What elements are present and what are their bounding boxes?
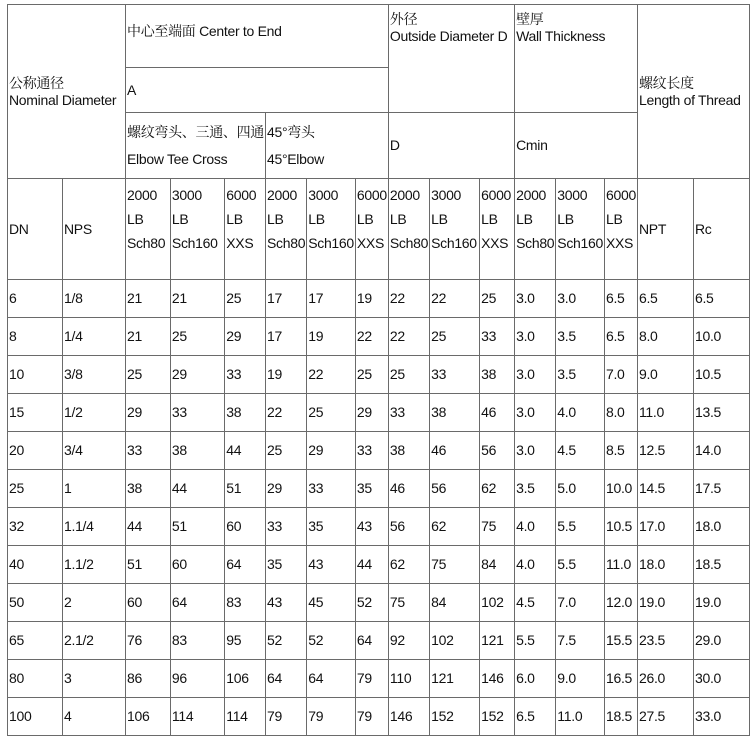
table-cell: 21 — [126, 318, 171, 356]
table-cell: 11.0 — [637, 394, 693, 432]
table-cell: 29.0 — [693, 622, 749, 660]
class-unit: LB — [171, 211, 189, 227]
length-of-thread-header — [637, 5, 749, 179]
table-cell: 3 — [63, 660, 126, 698]
elbow-45-zh: 45°弯头 — [267, 123, 315, 140]
table-cell: 38 — [170, 432, 224, 470]
table-cell: 16.5 — [604, 660, 637, 698]
table-cell: 51 — [170, 508, 224, 546]
table-cell: 22 — [388, 280, 429, 318]
table-cell: 33 — [266, 508, 307, 546]
table-cell: 8 — [8, 318, 63, 356]
table-cell: 21 — [126, 280, 171, 318]
table-cell: 56 — [430, 470, 480, 508]
table-cell: 5.0 — [556, 470, 605, 508]
table-cell: 5.5 — [556, 546, 605, 584]
table-cell: 19 — [355, 280, 388, 318]
table-cell: 23.5 — [637, 622, 693, 660]
center-to-end-zh: 中心至端面 — [127, 23, 196, 39]
table-cell: 79 — [266, 698, 307, 736]
table-cell: 96 — [170, 660, 224, 698]
class-unit: LB — [308, 211, 325, 227]
outside-diameter-header — [388, 5, 514, 113]
elbow-tee-cross-zh: 螺纹弯头、三通、四通 — [127, 123, 264, 140]
table-cell: 38 — [225, 394, 266, 432]
table-cell: 4.5 — [515, 584, 556, 622]
class-unit: LB — [431, 211, 448, 227]
table-cell: 114 — [170, 698, 224, 736]
table-cell: 9.0 — [556, 660, 605, 698]
table-cell: 64 — [307, 660, 356, 698]
table-cell: 80 — [8, 660, 63, 698]
table-row — [8, 660, 750, 698]
table-cell: 17 — [307, 280, 356, 318]
table-body — [8, 280, 750, 736]
elbow-tee-cross-en: Elbow Tee Cross — [127, 150, 228, 167]
nominal-diameter-en: Nominal Diameter — [9, 91, 117, 108]
table-cell: 10.5 — [693, 356, 749, 394]
table-cell: 51 — [126, 546, 171, 584]
table-cell: 35 — [307, 508, 356, 546]
table-cell: 3.5 — [556, 356, 605, 394]
table-cell: 25 — [126, 356, 171, 394]
table-cell: 35 — [266, 546, 307, 584]
outside-diameter-zh: 外径 — [389, 11, 418, 27]
table-cell: 43 — [307, 546, 356, 584]
table-cell: 100 — [8, 698, 63, 736]
table-cell: 43 — [355, 508, 388, 546]
table-cell: 22 — [307, 356, 356, 394]
table-cell: 52 — [355, 584, 388, 622]
table-cell: 15.5 — [604, 622, 637, 660]
table-cell: 79 — [355, 660, 388, 698]
table-cell: 26.0 — [637, 660, 693, 698]
table-cell: 17.0 — [637, 508, 693, 546]
table-cell: 4.5 — [556, 432, 605, 470]
table-cell: 10 — [8, 356, 63, 394]
class-sch: XXS — [481, 235, 509, 251]
class-unit: LB — [226, 211, 243, 227]
table-cell: 86 — [126, 660, 171, 698]
table-cell: 106 — [126, 698, 171, 736]
pressure-class-header — [355, 179, 388, 280]
table-cell: 7.0 — [556, 584, 605, 622]
table-cell: 40 — [8, 546, 63, 584]
pressure-class-header — [307, 179, 356, 280]
table-cell: 18.5 — [693, 546, 749, 584]
table-cell: 38 — [126, 470, 171, 508]
table-cell: 3/8 — [63, 356, 126, 394]
table-cell: 14.5 — [637, 470, 693, 508]
table-cell: 75 — [430, 546, 480, 584]
table-cell: 84 — [480, 546, 515, 584]
outside-diameter-sub: D — [388, 113, 514, 179]
table-cell: 14.0 — [693, 432, 749, 470]
table-cell: 25 — [307, 394, 356, 432]
class-lb: 6000 — [481, 187, 512, 203]
table-cell: 10.0 — [604, 470, 637, 508]
table-cell: 9.0 — [637, 356, 693, 394]
table-cell: 19 — [266, 356, 307, 394]
table-cell: 95 — [225, 622, 266, 660]
class-lb: 2000 — [516, 187, 547, 203]
table-cell: 1.1/4 — [63, 508, 126, 546]
table-cell: 6.5 — [604, 280, 637, 318]
table-cell: 46 — [388, 470, 429, 508]
table-cell: 27.5 — [637, 698, 693, 736]
table-cell: 32 — [8, 508, 63, 546]
class-sch: XXS — [605, 235, 634, 251]
table-row — [8, 356, 750, 394]
table-cell: 102 — [480, 584, 515, 622]
pressure-class-header — [604, 179, 637, 280]
table-cell: 7.5 — [556, 622, 605, 660]
wall-thickness-sub: Cmin — [515, 113, 638, 179]
table-cell: 25 — [8, 470, 63, 508]
table-cell: 33 — [126, 432, 171, 470]
pressure-class-header — [556, 179, 605, 280]
table-cell: 17.5 — [693, 470, 749, 508]
wall-thickness-header — [515, 5, 638, 113]
table-cell: 3.5 — [556, 318, 605, 356]
class-unit: LB — [267, 211, 284, 227]
table-cell: 5.5 — [515, 622, 556, 660]
pressure-class-header — [388, 179, 429, 280]
table-row — [8, 432, 750, 470]
table-cell: 62 — [388, 546, 429, 584]
table-cell: 22 — [266, 394, 307, 432]
table-cell: 6.5 — [693, 280, 749, 318]
class-sch: Sch80 — [267, 235, 306, 251]
table-cell: 2.1/2 — [63, 622, 126, 660]
nominal-diameter-zh: 公称通径 — [9, 74, 64, 91]
table-cell: 3.0 — [515, 356, 556, 394]
table-cell: 25 — [355, 356, 388, 394]
table-cell: 84 — [430, 584, 480, 622]
table-cell: 60 — [126, 584, 171, 622]
fittings-dimension-table — [7, 4, 750, 736]
pressure-class-header — [170, 179, 224, 280]
elbow-45-en: 45°Elbow — [267, 150, 324, 167]
class-sch: Sch80 — [389, 235, 429, 251]
class-lb: 3000 — [171, 187, 202, 203]
outside-diameter-en: Outside Diameter D — [389, 27, 508, 44]
table-cell: 29 — [225, 318, 266, 356]
table-cell: 46 — [430, 432, 480, 470]
table-cell: 64 — [170, 584, 224, 622]
dn-header: DN — [8, 179, 63, 280]
table-cell: 15 — [8, 394, 63, 432]
table-cell: 33 — [480, 318, 515, 356]
table-cell: 79 — [307, 698, 356, 736]
class-lb: 2000 — [267, 187, 297, 203]
table-cell: 29 — [170, 356, 224, 394]
nominal-diameter-header — [8, 5, 126, 179]
table-cell: 121 — [430, 660, 480, 698]
table-cell: 60 — [170, 546, 224, 584]
class-lb: 3000 — [308, 187, 339, 203]
table-cell: 65 — [8, 622, 63, 660]
table-cell: 17 — [266, 280, 307, 318]
table-cell: 10.0 — [693, 318, 749, 356]
table-cell: 18.0 — [693, 508, 749, 546]
table-cell: 75 — [388, 584, 429, 622]
table-cell: 152 — [480, 698, 515, 736]
table-cell: 106 — [225, 660, 266, 698]
class-sch: XXS — [226, 235, 254, 251]
table-cell: 43 — [266, 584, 307, 622]
table-cell: 19 — [307, 318, 356, 356]
table-cell: 35 — [355, 470, 388, 508]
table-row — [8, 622, 750, 660]
class-lb: 6000 — [356, 187, 387, 203]
table-cell: 1/4 — [63, 318, 126, 356]
table-cell: 1 — [63, 470, 126, 508]
table-cell: 152 — [430, 698, 480, 736]
table-header — [8, 5, 750, 280]
table-cell: 64 — [266, 660, 307, 698]
table-cell: 121 — [480, 622, 515, 660]
table-cell: 33 — [430, 356, 480, 394]
class-unit: LB — [389, 211, 407, 227]
table-cell: 1.1/2 — [63, 546, 126, 584]
table-cell: 102 — [430, 622, 480, 660]
table-cell: 62 — [480, 470, 515, 508]
class-sch: Sch160 — [308, 235, 354, 251]
table-cell: 56 — [480, 432, 515, 470]
table-cell: 6.5 — [604, 318, 637, 356]
table-row — [8, 698, 750, 736]
table-cell: 52 — [307, 622, 356, 660]
table-cell: 8.5 — [604, 432, 637, 470]
class-lb: 6000 — [226, 187, 257, 203]
table-cell: 3/4 — [63, 432, 126, 470]
table-cell: 38 — [480, 356, 515, 394]
class-lb: 6000 — [605, 187, 636, 203]
table-cell: 52 — [266, 622, 307, 660]
table-cell: 18.0 — [637, 546, 693, 584]
table-cell: 29 — [266, 470, 307, 508]
table-cell: 46 — [480, 394, 515, 432]
table-cell: 38 — [388, 432, 429, 470]
table-cell: 44 — [225, 432, 266, 470]
table-cell: 83 — [225, 584, 266, 622]
class-sch: Sch160 — [557, 235, 603, 251]
class-lb: 3000 — [431, 187, 462, 203]
class-sch: Sch160 — [431, 235, 477, 251]
table-cell: 25 — [266, 432, 307, 470]
table-cell: 22 — [355, 318, 388, 356]
table-cell: 5.5 — [556, 508, 605, 546]
table-cell: 64 — [355, 622, 388, 660]
table-cell: 33 — [355, 432, 388, 470]
table-wrapper — [7, 4, 750, 736]
table-cell: 51 — [225, 470, 266, 508]
table-cell: 22 — [430, 280, 480, 318]
table-cell: 19.0 — [693, 584, 749, 622]
class-lb: 2000 — [389, 187, 420, 203]
class-unit: LB — [481, 211, 498, 227]
class-sch: XXS — [356, 235, 385, 251]
table-cell: 6.5 — [637, 280, 693, 318]
table-cell: 13.5 — [693, 394, 749, 432]
table-cell: 3.0 — [515, 280, 556, 318]
table-cell: 64 — [225, 546, 266, 584]
table-cell: 8.0 — [637, 318, 693, 356]
table-cell: 6.0 — [515, 660, 556, 698]
center-to-end-en: Center to End — [199, 23, 282, 39]
table-cell: 4.0 — [515, 508, 556, 546]
table-cell: 21 — [170, 280, 224, 318]
table-cell: 79 — [355, 698, 388, 736]
table-row — [8, 470, 750, 508]
table-cell: 3.0 — [515, 432, 556, 470]
table-cell: 33 — [307, 470, 356, 508]
table-cell: 29 — [126, 394, 171, 432]
table-cell: 17 — [266, 318, 307, 356]
table-cell: 30.0 — [693, 660, 749, 698]
wall-thickness-en: Wall Thickness — [516, 27, 606, 44]
table-cell: 29 — [355, 394, 388, 432]
class-unit: LB — [605, 211, 623, 227]
class-sch: Sch160 — [171, 235, 218, 251]
table-cell: 4.0 — [556, 394, 605, 432]
table-row — [8, 280, 750, 318]
table-cell: 20 — [8, 432, 63, 470]
table-cell: 12.0 — [604, 584, 637, 622]
table-cell: 25 — [388, 356, 429, 394]
table-cell: 29 — [307, 432, 356, 470]
table-cell: 25 — [430, 318, 480, 356]
table-cell: 45 — [307, 584, 356, 622]
table-cell: 4.0 — [515, 546, 556, 584]
table-cell: 60 — [225, 508, 266, 546]
pressure-class-header — [480, 179, 515, 280]
table-cell: 6 — [8, 280, 63, 318]
table-cell: 10.5 — [604, 508, 637, 546]
table-cell: 25 — [225, 280, 266, 318]
table-cell: 146 — [480, 660, 515, 698]
table-cell: 50 — [8, 584, 63, 622]
table-cell: 83 — [170, 622, 224, 660]
table-cell: 33 — [388, 394, 429, 432]
table-cell: 44 — [170, 470, 224, 508]
pressure-class-header — [225, 179, 266, 280]
table-cell: 7.0 — [604, 356, 637, 394]
table-row — [8, 508, 750, 546]
table-row — [8, 584, 750, 622]
table-cell: 76 — [126, 622, 171, 660]
length-of-thread-en: Length of Thread — [638, 91, 741, 108]
table-cell: 3.0 — [556, 280, 605, 318]
table-cell: 11.0 — [556, 698, 605, 736]
class-unit: LB — [127, 211, 144, 227]
pressure-class-header — [126, 179, 171, 280]
nps-header: NPS — [63, 179, 126, 280]
table-cell: 33 — [225, 356, 266, 394]
table-row — [8, 546, 750, 584]
table-cell: 19.0 — [637, 584, 693, 622]
table-cell: 4 — [63, 698, 126, 736]
table-cell: 6.5 — [515, 698, 556, 736]
elbow-tee-cross-header — [126, 113, 266, 179]
length-of-thread-zh: 螺纹长度 — [638, 74, 694, 91]
class-unit: LB — [557, 211, 574, 227]
table-cell: 22 — [388, 318, 429, 356]
table-cell: 110 — [388, 660, 429, 698]
npt-header: NPT — [637, 179, 693, 280]
center-to-end-sub: A — [126, 68, 389, 113]
table-row — [8, 318, 750, 356]
class-lb: 2000 — [127, 187, 157, 203]
rc-header: Rc — [693, 179, 749, 280]
table-cell: 25 — [480, 280, 515, 318]
class-unit: LB — [516, 211, 533, 227]
table-cell: 146 — [388, 698, 429, 736]
pressure-class-header — [515, 179, 556, 280]
table-cell: 3.0 — [515, 394, 556, 432]
table-cell: 114 — [225, 698, 266, 736]
table-cell: 1/2 — [63, 394, 126, 432]
table-cell: 12.5 — [637, 432, 693, 470]
table-cell: 3.0 — [515, 318, 556, 356]
table-cell: 2 — [63, 584, 126, 622]
class-lb: 3000 — [557, 187, 588, 203]
table-row — [8, 394, 750, 432]
table-cell: 8.0 — [604, 394, 637, 432]
pressure-class-header — [266, 179, 307, 280]
table-cell: 18.5 — [604, 698, 637, 736]
center-to-end-header — [126, 5, 389, 68]
table-cell: 44 — [355, 546, 388, 584]
table-cell: 38 — [430, 394, 480, 432]
table-cell: 3.5 — [515, 470, 556, 508]
table-cell: 56 — [388, 508, 429, 546]
class-sch: Sch80 — [127, 235, 166, 251]
elbow-45-header — [266, 113, 389, 179]
table-cell: 92 — [388, 622, 429, 660]
table-cell: 33 — [170, 394, 224, 432]
class-sch: Sch80 — [516, 235, 555, 251]
table-cell: 75 — [480, 508, 515, 546]
table-cell: 62 — [430, 508, 480, 546]
wall-thickness-zh: 壁厚 — [516, 11, 544, 27]
table-cell: 25 — [170, 318, 224, 356]
table-cell: 44 — [126, 508, 171, 546]
pressure-class-header — [430, 179, 480, 280]
table-cell: 1/8 — [63, 280, 126, 318]
table-cell: 33.0 — [693, 698, 749, 736]
table-cell: 11.0 — [604, 546, 637, 584]
class-unit: LB — [356, 211, 374, 227]
